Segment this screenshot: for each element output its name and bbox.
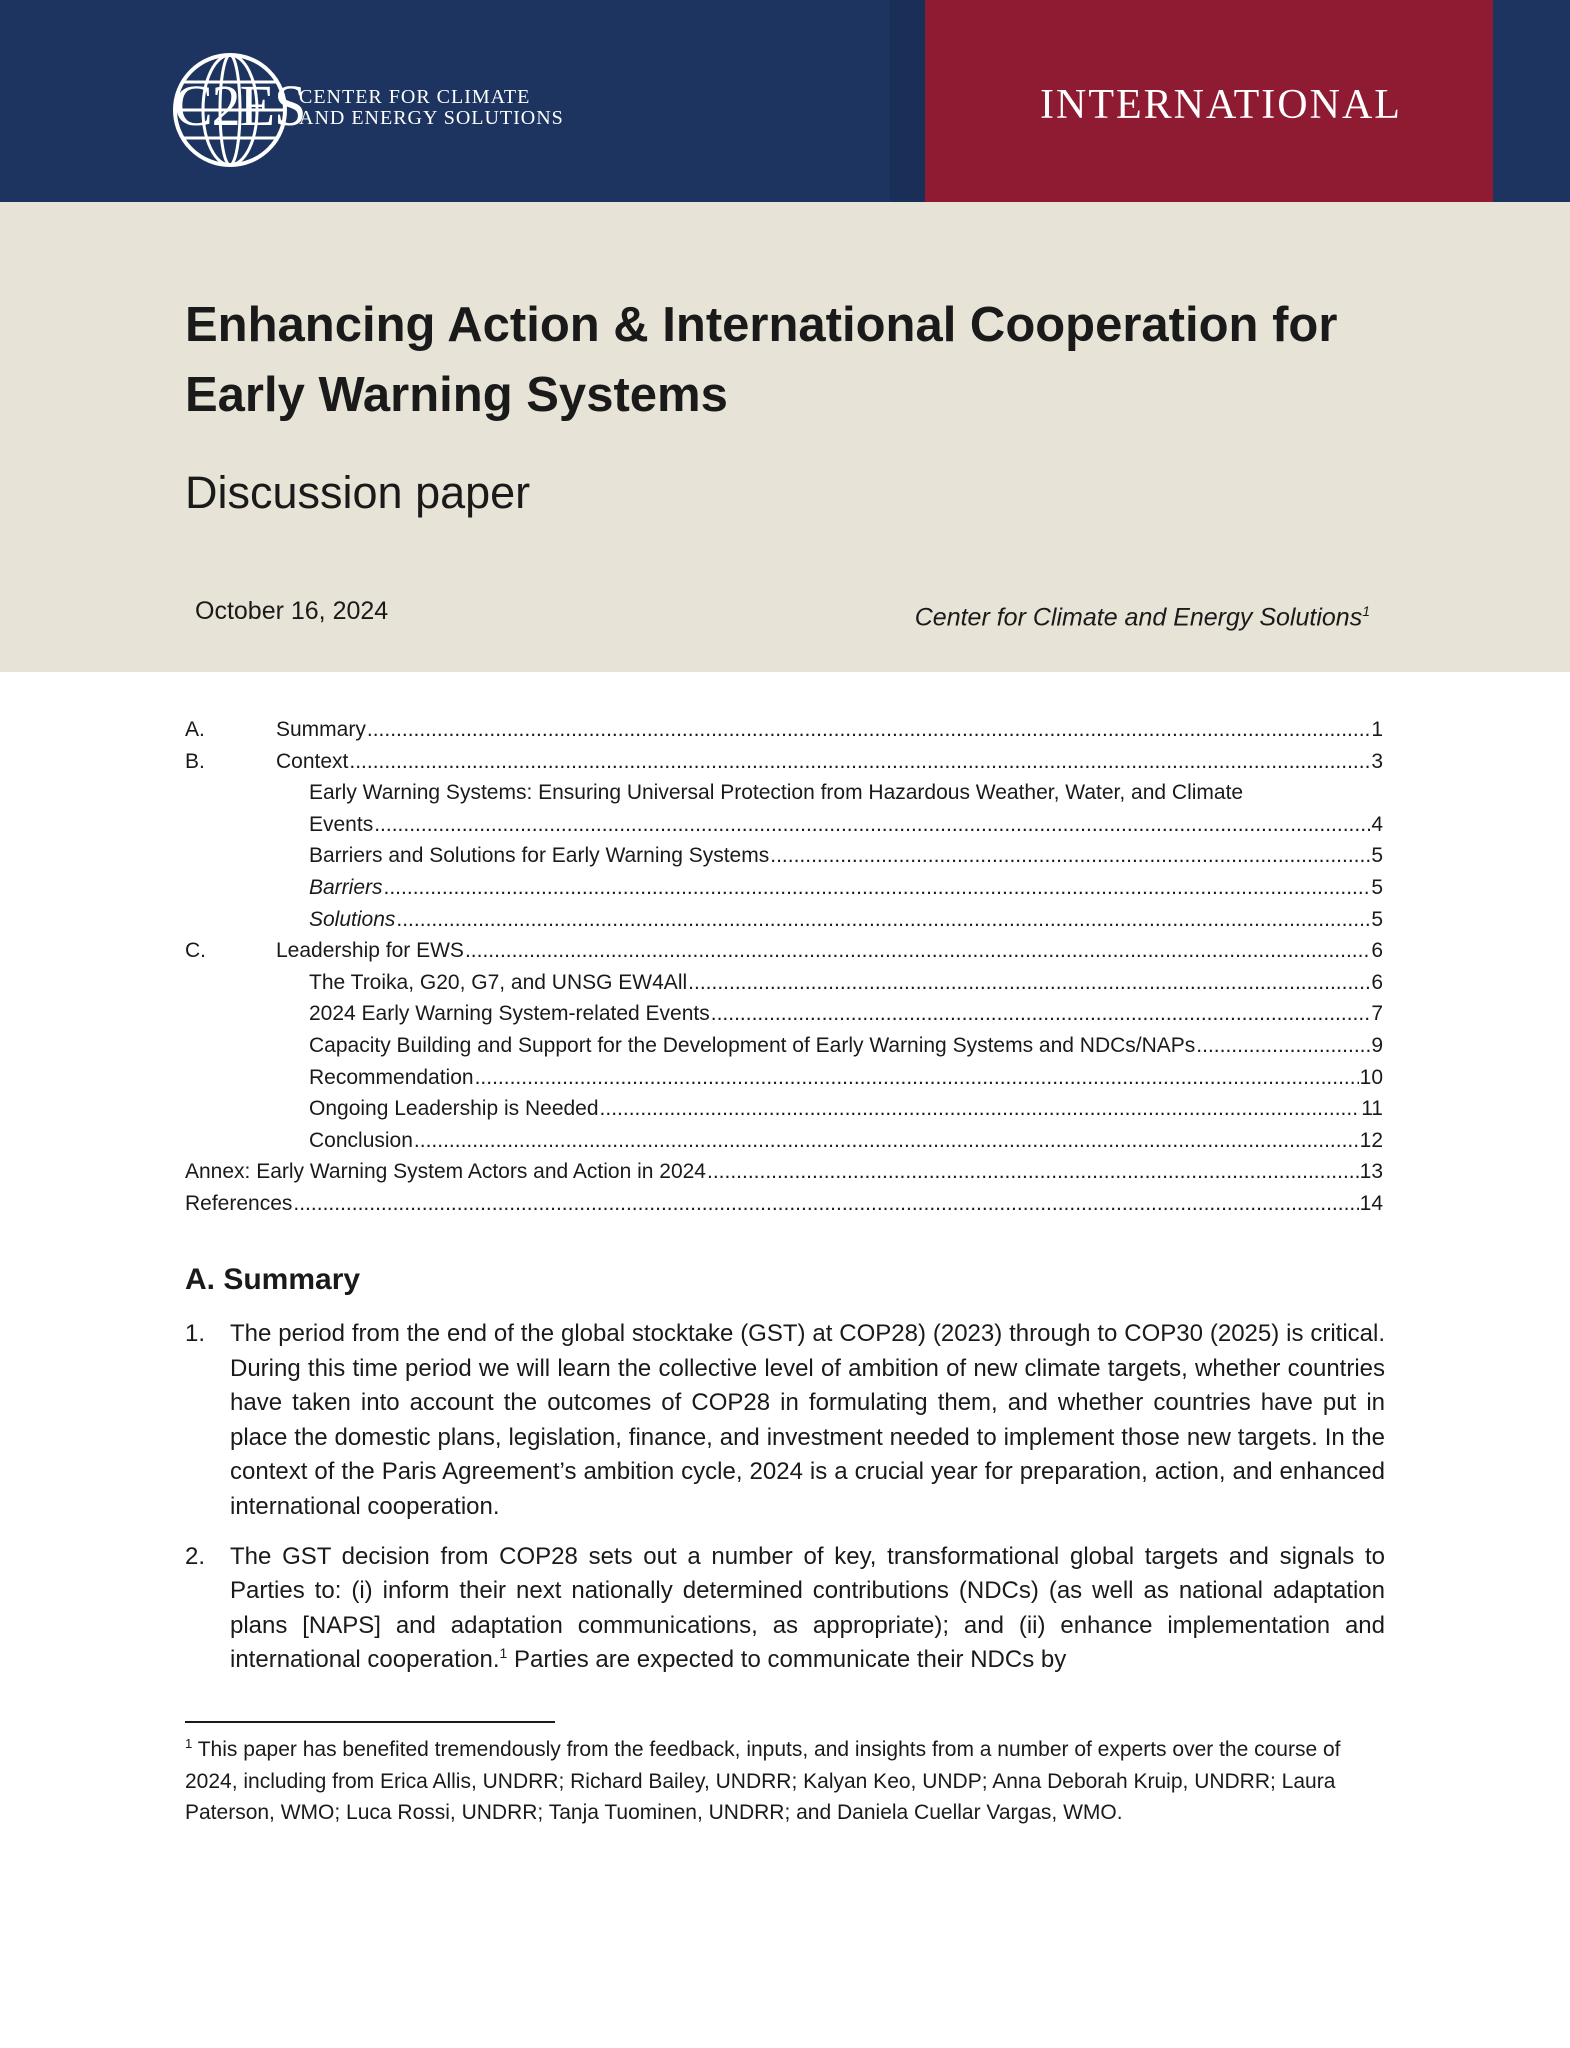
title-line-2: Early Warning Systems: [185, 368, 728, 422]
toc-label: Context: [276, 749, 349, 773]
toc-entry[interactable]: [185, 840, 1383, 872]
toc-page: 5: [1371, 907, 1383, 931]
toc-page: 5: [1371, 875, 1383, 899]
toc-label: Events: [309, 812, 374, 836]
footnote-ref[interactable]: 1: [499, 1645, 508, 1662]
footnote: [185, 1734, 1375, 1829]
toc-page: 6: [1371, 970, 1383, 994]
organization-name: Center for Climate and Energy Solutions: [914, 603, 1363, 632]
toc-entry[interactable]: [185, 998, 1383, 1030]
paragraph-text: The period from the end of the global stocktake (GST) at COP28) (2023) through to COP30 (2025) is critical. During this time period we will learn the collective level of ambition of new climate targets, whether countries have taken into account the outcomes of COP28 in formulating them, and whether countries have put in place the domestic plans, legislation, finance, and investment needed to implement those new targets. In the context of the Paris Agreement’s ambition cycle, 2024 is a crucial year for preparation, action, and enhanced international cooperation.: [230, 1320, 1385, 1520]
paragraph-text: The GST decision from COP28 sets out a number of key, transformational global targets and signals to Parties to: (i) inform their next nationally determined contributions (NDCs) (as well as national adaptation plans [NAPS] and adaptation communications, as appropriate); and (ii) enhance implementation and international cooperation.: [230, 1542, 1385, 1674]
paragraph-number: 1.: [185, 1320, 206, 1347]
toc-entry[interactable]: [185, 746, 1383, 778]
footnote-ref[interactable]: 1: [1362, 603, 1370, 619]
footnote-text: This paper has benefited tremendously from the feedback, inputs, and insights from a number of experts over the course of 2024, including from Erica Allis, UNDRR; Richard Bailey, UNDRR; Kalyan Keo, UNDP; Anna Deborah Kruip, UNDRR; Laura Paterson, WMO; Luca Rossi, UNDRR; Tanja Tuominen, UNDRR; and Daniela Cuellar Vargas, WMO.: [185, 1738, 1341, 1825]
toc-page: 10: [1359, 1065, 1383, 1089]
toc-entry[interactable]: [185, 1156, 1383, 1188]
toc-letter: B.: [185, 749, 205, 773]
toc-label: Recommendation: [309, 1065, 474, 1089]
table-of-contents: [185, 714, 1383, 1220]
toc-label: References: [185, 1191, 293, 1215]
toc-label: Ongoing Leadership is Needed: [309, 1097, 599, 1121]
paragraph: [185, 1540, 1385, 1678]
logo-line-1: CENTER FOR CLIMATE: [299, 86, 531, 108]
toc-page: 9: [1371, 1033, 1383, 1057]
toc-label: Barriers and Solutions for Early Warning Systems: [309, 844, 770, 868]
toc-label: Barriers: [309, 875, 383, 899]
toc-entry[interactable]: [185, 1188, 1383, 1220]
toc-page: 3: [1371, 749, 1383, 773]
toc-entry[interactable]: [185, 967, 1383, 999]
toc-page: 7: [1371, 1002, 1383, 1026]
toc-page: 13: [1359, 1160, 1383, 1184]
footnote-mark: 1: [185, 1736, 193, 1751]
logo-org-name: [299, 87, 564, 129]
toc-page: 5: [1371, 844, 1383, 868]
c2es-logo[interactable]: [172, 52, 592, 168]
author-organization: [915, 593, 1370, 635]
publication-date: October 16, 2024: [195, 597, 389, 625]
toc-entry[interactable]: [185, 872, 1383, 904]
toc-page: 12: [1359, 1128, 1383, 1152]
paragraph-text-cont: Parties are expected to communicate their NDCs by: [507, 1646, 1067, 1674]
toc-label: Leadership for EWS: [276, 939, 464, 963]
footnote-divider: [185, 1721, 555, 1723]
toc-label: Annex: Early Warning System Actors and Action in 2024: [185, 1160, 706, 1184]
toc-entry[interactable]: [185, 809, 1383, 841]
section-heading: A. Summary: [185, 1263, 361, 1296]
toc-entry[interactable]: [185, 1062, 1383, 1094]
toc-entry[interactable]: [185, 904, 1383, 936]
paragraph-number: 2.: [185, 1542, 206, 1570]
subtitle: Discussion paper: [185, 467, 531, 518]
page-title: [185, 290, 1425, 430]
toc-label: Solutions: [309, 907, 396, 931]
toc-page: 6: [1371, 939, 1383, 963]
toc-label: The Troika, G20, G7, and UNSG EW4All: [309, 970, 688, 994]
summary-body: [185, 1317, 1385, 1693]
toc-page: 1: [1371, 718, 1383, 741]
toc-entry[interactable]: [185, 1125, 1383, 1157]
toc-entry[interactable]: [185, 1030, 1383, 1062]
toc-page: 4: [1371, 812, 1383, 836]
title-line-1: Enhancing Action & International Cooperation for: [185, 298, 1338, 352]
toc-label: 2024 Early Warning System-related Events: [309, 1002, 710, 1026]
toc-letter: A.: [185, 718, 205, 741]
toc-label: Capacity Building and Support for the Development of Early Warning Systems and NDCs/NAPs: [309, 1033, 1196, 1057]
paragraph: [185, 1317, 1385, 1525]
logo-wordmark: C2ES: [174, 73, 306, 138]
toc-page: 14: [1359, 1191, 1383, 1215]
toc-letter: C.: [185, 939, 206, 963]
section-label: INTERNATIONAL: [1040, 82, 1402, 128]
toc-label: Summary: [276, 718, 366, 741]
toc-page: 11: [1361, 1097, 1383, 1121]
logo-line-2: AND ENERGY SOLUTIONS: [299, 107, 564, 129]
header-divider: [890, 0, 925, 202]
toc-entry[interactable]: [185, 714, 1383, 746]
toc-entry[interactable]: [185, 1093, 1383, 1125]
toc-entry[interactable]: [185, 935, 1383, 967]
toc-label-wrap[interactable]: Early Warning Systems: Ensuring Universal Protection from Hazardous Weather, Water, and Climate: [309, 781, 1244, 805]
toc-label: Conclusion: [309, 1128, 413, 1152]
